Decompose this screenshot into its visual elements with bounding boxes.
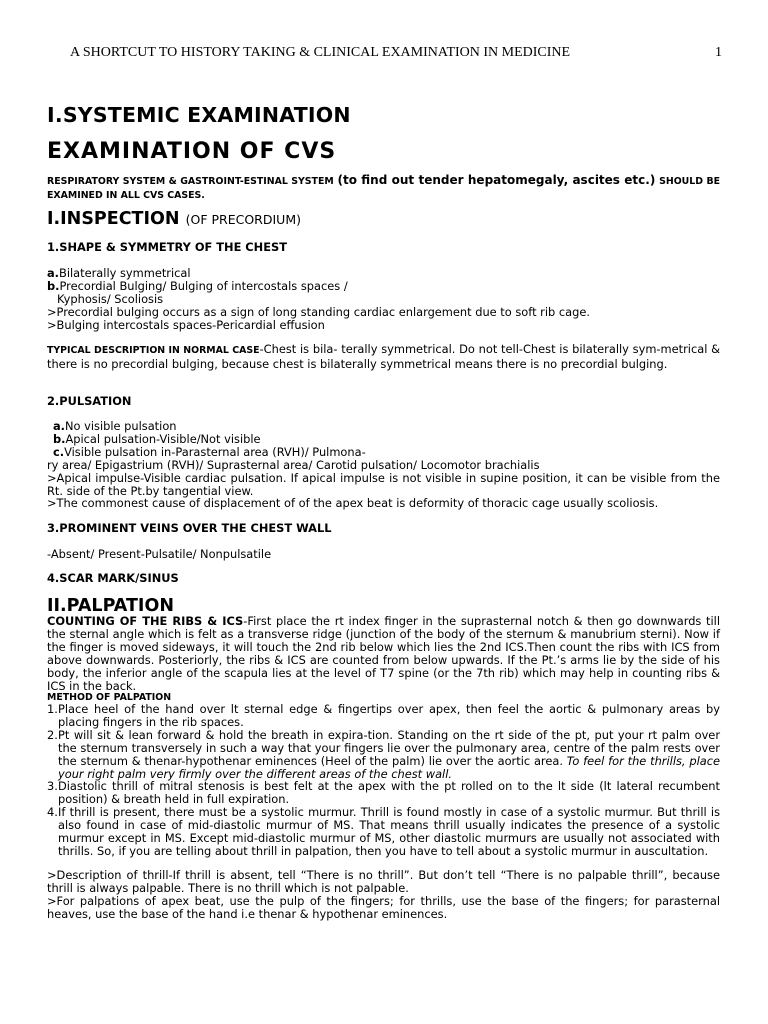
list-item: c.Visible pulsation in-Parasternal area (RVH)/ Pulmona- — [53, 444, 366, 459]
shape-symmetry-list — [47, 267, 720, 332]
note: >The commonest cause of displacement of of the apex beat is deformity of thoracic cage usually scoliosis. — [47, 496, 659, 511]
list-item-continuation: ry area/ Epigastrium (RVH)/ Suprasternal area/ Carotid pulsation/ Locomotor brachialis — [47, 457, 540, 472]
intro-normal: (to find out tender hepatomegaly, ascites etc.) — [337, 173, 656, 187]
typical-description-text: -Chest is bila- terally symmetrical. Do not tell-Chest is bilaterally sym-metrical & there is no precordial bulging, because chest is bilaterally symmetrical means there is no precordial bulging. — [47, 342, 720, 371]
typical-description-label: TYPICAL DESCRIPTION IN NORMAL CASE — [47, 345, 260, 356]
running-header — [70, 45, 722, 61]
counting-ribs-text: -First place the rt index finger in the suprasternal notch & then go downwards till the sternal angle which is felt as a transverse ridge (junction of the body of the sternum & manubrium sterni). Now if the finger is moved sideways, it will touch the 2nd rib below which lies the 2nd ICS.Then count the ribs with ICS from above downwards. Posteriorly, the ribs & ICS are counted from below upwards. If the Pt.’s arms lie by the side of his body, the inferior angle of the scapula lies at the level of T7 spine (or the 7th rib) which may help in counting ribs & ICS in the back. — [47, 614, 721, 693]
palpation-technique-note: >For palpations of apex beat, use the pulp of the fingers; for thrills, use the base of the fingers; for parasternal heaves, use the base of the hand i.e thenar & hypothenar eminences. — [47, 894, 720, 921]
list-item: b.Precordial Bulging/ Bulging of intercostals spaces / — [47, 278, 348, 293]
list-item: 2. Pt will sit & lean forward & hold the breath in expira-tion. Standing on the rt side of the pt, put your rt palm over the sternum transversely in such a way that your fingers lie over the pulmonary area, centre of the palm rests over the sternum & thenar-hypothenar eminences (Heel of the palm) lie over the aortic area. To feel for the thrills, place your right palm very firmly over the different areas of the chest wall. — [47, 727, 721, 781]
list-item: 4. If thrill is present, there must be a systolic murmur. Thrill is found mostly in case of a systolic murmur. But thrill is also found in case of mid-diastolic murmur of MS. That means thrill usually indicates the presence of a systolic murmur except in MS. Except mid-diastolic murmur of MS, other diastolic murmurs are usually not associated with thrills. So, if you are telling about thrill in palpation, then you have to tell about a systolic murmur in auscultation. — [47, 805, 720, 858]
note: >Bulging intercostals spaces-Pericardial effusion — [47, 317, 325, 332]
list-item: a.Bilaterally symmetrical — [47, 266, 191, 280]
prominent-veins-heading: 3.PROMINENT VEINS OVER THE CHEST WALL — [47, 521, 332, 535]
shape-symmetry-heading: 1.SHAPE & SYMMETRY OF THE CHEST — [47, 240, 287, 254]
intro-paragraph — [47, 174, 720, 202]
method-list — [47, 703, 720, 858]
section-inspection — [47, 209, 720, 230]
list-item: b.Apical pulsation-Visible/Not visible — [53, 431, 261, 446]
prominent-veins-text: -Absent/ Present-Pulsatile/ Nonpulsatile — [47, 547, 272, 561]
page-number: 1 — [715, 45, 722, 60]
list-item: 1. Place heel of the hand over lt sternal edge & fingertips over apex, then feel the aortic & pulmonary areas by placing fingers in the rib spaces. — [47, 702, 720, 729]
typical-description-paragraph — [47, 343, 720, 371]
pulsation-heading: 2.PULSATION — [47, 394, 132, 408]
heading-examination-of-cvs: EXAMINATION OF CVS — [47, 139, 337, 164]
counting-ribs-paragraph — [47, 615, 720, 692]
note: >Apical impulse-Visible cardiac pulsation. If apical impulse is not visible in supine position, it can be visible from the Rt. side of the Pt.by tangential view. — [47, 470, 720, 498]
list-item-continuation: Kyphosis/ Scoliosis — [57, 291, 164, 306]
list-item: a.No visible pulsation — [53, 419, 177, 433]
scar-heading: 4.SCAR MARK/SINUS — [47, 571, 179, 585]
inspection-title: I.INSPECTION — [47, 209, 180, 229]
intro-caps-2: SHOULD BE EXAMINED IN ALL CVS CASES. — [47, 176, 720, 201]
method-of-palpation-heading: METHOD OF PALPATION — [47, 692, 172, 703]
thrill-description-note: >Description of thrill-If thrill is absent, tell “There is no thrill”. But don’t tell “There is no palpable thrill”, because thrill is always palpable. There is no thrill which is not palpable. — [47, 868, 720, 895]
palpation-title: II.PALPATION — [47, 596, 174, 616]
inspection-subtitle: (OF PRECORDIUM) — [185, 212, 301, 227]
pulsation-list — [47, 420, 720, 510]
list-item: 3. Diastolic thrill of mitral stenosis is best felt at the apex with the pt rolled on to the lt side (lt lateral recumbent position) & breath held in full expiration. — [47, 779, 720, 807]
note: >Precordial bulging occurs as a sign of long standing cardiac enlargement due to soft rib cage. — [47, 304, 590, 319]
intro-caps-1: RESPIRATORY SYSTEM & GASTROINT-ESTINAL SYSTEM — [47, 176, 334, 187]
counting-ribs-label: COUNTING OF THE RIBS & ICS — [47, 614, 244, 628]
heading-systemic-examination: I.SYSTEMIC EXAMINATION — [47, 103, 351, 127]
running-header-title: A SHORTCUT TO HISTORY TAKING & CLINICAL EXAMINATION IN MEDICINE — [70, 45, 571, 60]
